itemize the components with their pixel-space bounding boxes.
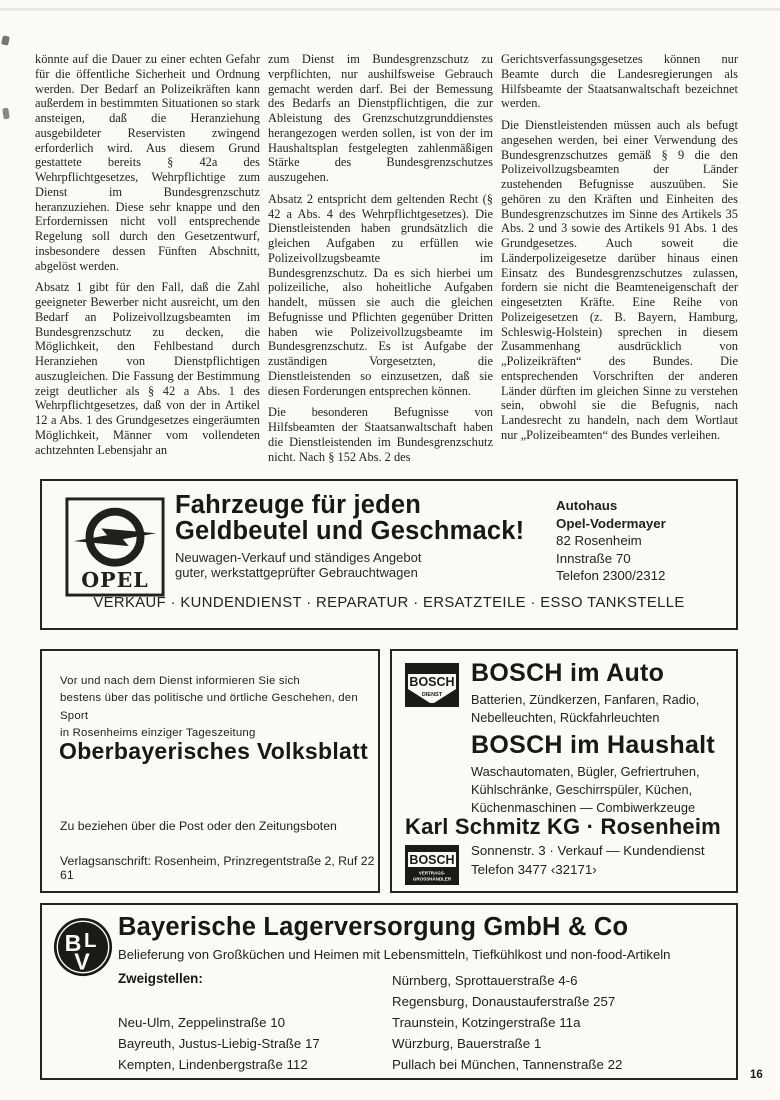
- dealer-address-line: Innstraße 70: [556, 550, 631, 566]
- blv-branch-line: Kempten, Lindenbergstraße 112: [118, 1056, 308, 1072]
- bosch-haushalt-line1: Waschautomaten, Bügler, Gefriertruhen,: [471, 764, 700, 779]
- blv-branches-right: [392, 971, 622, 1075]
- dealer-address-line: 82 Rosenheim: [556, 533, 642, 549]
- opel-ad-main: [175, 492, 524, 581]
- opel-logo-text: OPEL: [81, 568, 149, 593]
- article-paragraph: zum Dienst im Bundesgrenzschutz zu verpflichten, nur aushilfsweise Gebrauch gemacht werden darf. Bei der Bemessung des Bedarfs an Dienstpflichtigen, die zur Ableistung des Grenzschutzgrunddienstes herangezogen werden sollen, ist von der im Haushaltsplan festgelegten zahlenmäßigen Stärke des Bundesgrenzschutzes auszugehen.: [268, 52, 493, 184]
- bosch-dienst-logo-icon: [405, 663, 459, 711]
- opel-headline: [175, 492, 524, 545]
- bosch-haushalt-products: [471, 763, 700, 817]
- bosch-auto-products: [471, 691, 699, 727]
- blv-ad: [40, 903, 738, 1080]
- opel-subline: [175, 550, 524, 581]
- article-paragraph: Gerichtsverfassungsgesetzes können nur Beamte durch die Landesregierungen als Hilfsbeamte der Staatsanwaltschaft bezeichnet werden.: [501, 52, 738, 111]
- opel-services-line: VERKAUF · KUNDENDIENST · REPARATUR · ERSATZTEILE · ESSO TANKSTELLE: [93, 595, 685, 611]
- blv-branch-line: Regensburg, Donaustauferstraße 257: [392, 993, 616, 1009]
- blv-logo-icon: [52, 916, 114, 978]
- bosch-auto-line1: Batterien, Zündkerzen, Fanfaren, Radio,: [471, 692, 700, 707]
- opel-headline-line1: Fahrzeuge für jeden: [175, 491, 422, 519]
- volksblatt-subscription-line: Zu beziehen über die Post oder den Zeitungsboten: [60, 819, 337, 833]
- volksblatt-intro: [60, 673, 378, 742]
- blv-branch-line: Nürnberg, Sprottauerstraße 4-6: [392, 973, 578, 988]
- bosch-dienst-text: DIENST: [421, 692, 443, 698]
- bosch-haushalt-line3: Küchenmaschinen — Combiwerkzeuge: [471, 800, 696, 816]
- karl-schmitz-phone: Telefon 3477 ‹32171›: [471, 861, 597, 877]
- opel-subline-2: guter, werkstattgeprüfter Gebrauchtwagen: [175, 565, 418, 581]
- blv-branches-label: Zweigstellen:: [118, 971, 203, 986]
- volksblatt-title: Oberbayerisches Volksblatt: [59, 738, 369, 764]
- karl-schmitz-heading: Karl Schmitz KG · Rosenheim: [405, 814, 721, 839]
- blv-branch-line: Bayreuth, Justus-Liebig-Straße 17: [118, 1035, 320, 1051]
- scan-artifact: [2, 108, 9, 120]
- scan-artifact: [0, 8, 780, 11]
- volksblatt-intro-line3: in Rosenheims einziger Tageszeitung: [60, 726, 256, 739]
- bosch-logo-text: BOSCH: [409, 675, 455, 689]
- bosch-auto-line2: Nebelleuchten, Rückfahrleuchten: [471, 710, 660, 726]
- blv-branch-line: Würzburg, Bauerstraße 1: [392, 1035, 542, 1051]
- bosch-auto-heading: BOSCH im Auto: [471, 659, 665, 687]
- volksblatt-intro-line2: bestens über das politische und örtliche Geschehen, den Sport: [60, 692, 358, 722]
- blv-branches-left: [118, 1013, 320, 1076]
- bosch-ad: [390, 649, 738, 893]
- karl-schmitz-address: [471, 842, 705, 879]
- blv-branch-line: Traunstein, Kotzingerstraße 11a: [392, 1014, 581, 1030]
- volksblatt-ad: [40, 649, 380, 893]
- article-paragraph: Absatz 1 gibt für den Fall, daß die Zahl geeigneter Bewerber nicht ausreicht, um den Bedarf an Polizeivollzugsbeamten im Bundesgrenzschutz zu decken, die Möglichkeit, den Fehlbestand durch Heranziehen von Dienstpflichtigen auszugleichen. Die Fassung der Bestimmung zeigt deutlicher als § 42 a Abs. 1 des Wehrpflichtgesetzes, daß von der in Artikel 12 a Abs. 1 des Grundgesetzes eingeräumten Möglichkeit, Männer vom vollendeten achtzehnten Lebensjahr an: [35, 280, 260, 457]
- article-section: [35, 52, 738, 471]
- blv-letter-b: B: [64, 929, 82, 956]
- article-paragraph: Die besonderen Befugnisse von Hilfsbeamten der Staatsanwaltschaft haben die Dienstleistenden im Bundesgrenzschutz nicht. Nach § 152 Abs. 2 des: [268, 405, 493, 464]
- article-column-3: [501, 52, 738, 471]
- volksblatt-intro-line1: Vor und nach dem Dienst informieren Sie sich: [60, 675, 300, 687]
- bosch-logo-text: BOSCH: [409, 853, 455, 867]
- blv-subline: Belieferung von Großküchen und Heimen mit Lebensmitteln, Tiefkühlkost und non-food-Artikeln: [118, 947, 671, 962]
- blv-branch-line: Neu-Ulm, Zeppelinstraße 10: [118, 1015, 286, 1030]
- bosch-haendler-logo-icon: [405, 845, 459, 885]
- opel-blitz-logo-icon: [64, 496, 166, 598]
- article-paragraph: könnte auf die Dauer zu einer echten Gefahr für die öffentliche Sicherheit und Ordnung werden. Der Bedarf an Polizeikräften kann außerdem in bestimmten Situationen so stark ansteigen, daß die Heranziehung ausgebildeter Reservisten zwingend erforderlich wird. Aus diesem Grund gestattete bereits § 42a des Wehrpflichtgesetzes, Wehrpflichtige zum Dienst im Bundesgrenzschutz heranzuziehen. Diese sehr knappe und den Erfordernissen nicht voll entsprechende Regelung soll durch den Gesetzentwurf, insbesondere dessen Fünften Abschnitt, abgelöst werden.: [35, 52, 260, 273]
- opel-ad: [40, 479, 738, 630]
- page-number: 16: [750, 1069, 763, 1081]
- dealer-name-line: Autohaus: [556, 498, 618, 513]
- article-column-1: [35, 52, 260, 471]
- blv-letter-v: V: [74, 948, 90, 975]
- article-paragraph: Die Dienstleistenden müssen auch als befugt angesehen werden, bei einer Verwendung des Bundesgrenzschutzes gemäß § 9 die den Polizeivollzugsbeamten der Länder zustehenden Befugnisse auszuüben. Sie gehören zu den Kräften und Einheiten des Bundesgrenzschutzes im Sinne des Artikels 35 Abs. 2 und 3 sowie des Artikels 91 Abs. 1 des Grundgesetzes. Auch soweit die Länderpolizeigesetze darüber hinaus einen Einsatz des Bundesgrenzschutzes zulassen, fordern sie nicht die Beamteneigenschaft der eingesetzten Kräfte. Eine Reihe von Polizeigesetzen (z. B. Bayern, Hamburg, Schleswig-Holstein) sprechen in diesem Zusammenhang ausdrücklich von „Polizeikräften“ des Bundes. Die entsprechenden Vorschriften der anderen Länder dürften im gleichen Sinne zu verstehen sein, obwohl sie die Befugnis, nach Landesrecht zu handeln, nach dem Wortlaut nur „Polizeibeamten“ des Bundes verleihen.: [501, 118, 738, 442]
- bosch-haushalt-line2: Kühlschränke, Geschirrspüler, Küchen,: [471, 782, 693, 798]
- opel-dealer-address: [556, 497, 666, 585]
- scan-artifact: [1, 35, 10, 45]
- dealer-name-line: Opel-Vodermayer: [556, 515, 666, 531]
- blv-title: Bayerische Lagerversorgung GmbH & Co: [118, 913, 629, 941]
- article-paragraph: Absatz 2 entspricht dem geltenden Recht (§ 42 a Abs. 4 des Wehrpflichtgesetzes). Die Dienstleistenden haben grundsätzlich die gleichen Aufgaben zu erfüllen wie Polizeivollzugsbeamte im Bundesgrenzschutz. Da es sich hierbei um polizeiliche, also hoheitliche Aufgaben handelt, müssen sie auch die gleichen Befugnisse und Pflichten gegenüber Dritten haben wie Polizeivollzugsbeamte im Bundesgrenzschutz. Es ist Aufgabe der zuständigen Vorgesetzten, die Dienstleistenden so einzusetzen, daß sie diesen Forderungen entsprechen können.: [268, 191, 493, 398]
- opel-headline-line2: Geldbeutel und Geschmack!: [175, 517, 525, 546]
- karl-schmitz-line1: Sonnenstr. 3 · Verkauf — Kundendienst: [471, 843, 705, 858]
- opel-subline-1: Neuwagen-Verkauf und ständiges Angebot: [175, 549, 422, 565]
- blv-letter-l: L: [83, 930, 97, 952]
- volksblatt-publisher-line: Verlagsanschrift: Rosenheim, Prinzregentstraße 2, Ruf 22 61: [60, 854, 375, 882]
- bosch-vertrags-text: VERTRAGS-: [418, 870, 446, 876]
- blv-branch-line: Pullach bei München, Tannenstraße 22: [392, 1056, 623, 1072]
- bosch-grosshaendler-text: GROSSHÄNDLER: [412, 876, 452, 882]
- bosch-haushalt-heading: BOSCH im Haushalt: [471, 731, 716, 759]
- dealer-phone-line: Telefon 2300/2312: [556, 568, 666, 584]
- article-column-2: [268, 52, 493, 471]
